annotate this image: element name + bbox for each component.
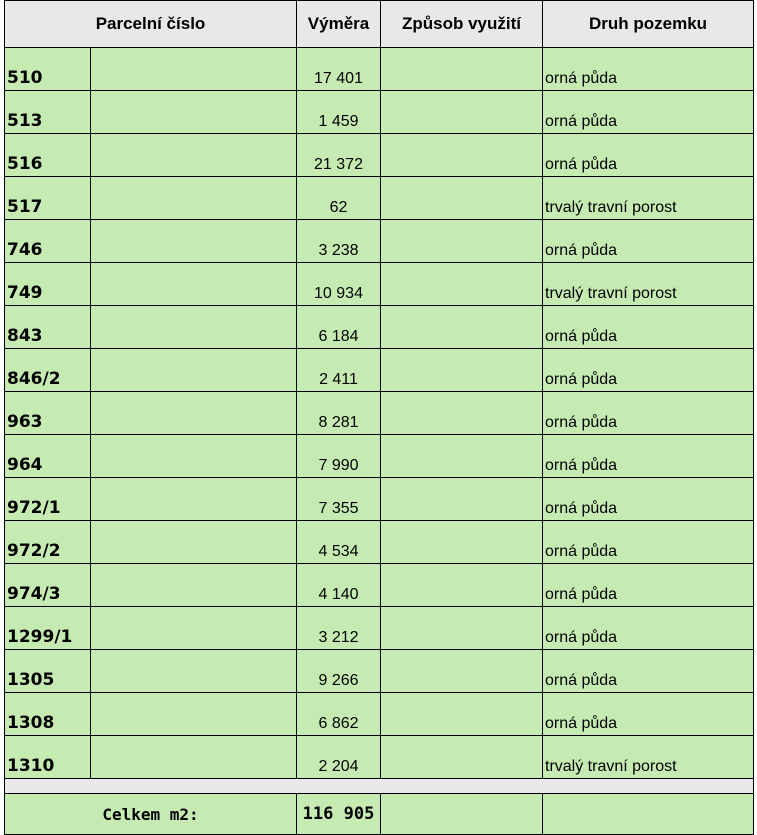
usage-cell (381, 650, 543, 693)
parcel-number-cell: 746 (5, 220, 91, 263)
land-type-cell: orná půda (543, 91, 754, 134)
land-type-cell: orná půda (543, 564, 754, 607)
table-row (5, 435, 754, 478)
area-cell: 21 372 (297, 134, 381, 177)
parcel-number-cell: 516 (5, 134, 91, 177)
header-row (5, 1, 754, 48)
parcel-number-cell: 972/1 (5, 478, 91, 521)
area-cell: 2 411 (297, 349, 381, 392)
area-cell: 4 140 (297, 564, 381, 607)
area-cell: 3 212 (297, 607, 381, 650)
header-area: Výměra (297, 1, 381, 48)
parcel-note-cell (91, 392, 297, 435)
area-cell: 4 534 (297, 521, 381, 564)
land-type-cell: orná půda (543, 220, 754, 263)
area-cell: 7 355 (297, 478, 381, 521)
area-cell: 17 401 (297, 48, 381, 91)
header-usage: Způsob využití (381, 1, 543, 48)
table-row (5, 134, 754, 177)
parcel-note-cell (91, 177, 297, 220)
land-type-cell: orná půda (543, 521, 754, 564)
parcel-table (4, 0, 754, 835)
parcel-note-cell (91, 349, 297, 392)
table-row (5, 263, 754, 306)
parcel-number-cell: 964 (5, 435, 91, 478)
header-land-type: Druh pozemku (543, 1, 754, 48)
spacer-row (5, 779, 754, 794)
usage-cell (381, 220, 543, 263)
table-row (5, 91, 754, 134)
usage-cell (381, 478, 543, 521)
land-type-cell: orná půda (543, 607, 754, 650)
parcel-number-cell: 1308 (5, 693, 91, 736)
area-cell: 62 (297, 177, 381, 220)
land-type-cell: trvalý travní porost (543, 177, 754, 220)
total-label: Celkem m2: (5, 794, 297, 835)
area-cell: 8 281 (297, 392, 381, 435)
parcel-number-cell: 1299/1 (5, 607, 91, 650)
usage-cell (381, 349, 543, 392)
parcel-note-cell (91, 306, 297, 349)
area-cell: 6 862 (297, 693, 381, 736)
parcel-number-cell: 517 (5, 177, 91, 220)
usage-cell (381, 263, 543, 306)
usage-cell (381, 607, 543, 650)
parcel-number-cell: 1305 (5, 650, 91, 693)
parcel-number-cell: 846/2 (5, 349, 91, 392)
table-row (5, 607, 754, 650)
parcel-note-cell (91, 263, 297, 306)
usage-cell (381, 306, 543, 349)
header-parcel-number: Parcelní číslo (5, 1, 297, 48)
parcel-note-cell (91, 435, 297, 478)
usage-cell (381, 48, 543, 91)
area-cell: 2 204 (297, 736, 381, 779)
land-type-cell: orná půda (543, 349, 754, 392)
parcel-note-cell (91, 650, 297, 693)
usage-cell (381, 134, 543, 177)
spacer-cell (5, 779, 754, 794)
table-row (5, 736, 754, 779)
parcel-note-cell (91, 48, 297, 91)
usage-cell (381, 564, 543, 607)
table-row (5, 220, 754, 263)
parcel-number-cell: 843 (5, 306, 91, 349)
table-row (5, 392, 754, 435)
parcel-note-cell (91, 607, 297, 650)
land-type-cell: orná půda (543, 693, 754, 736)
table-row (5, 306, 754, 349)
usage-cell (381, 435, 543, 478)
land-type-cell: orná půda (543, 435, 754, 478)
usage-cell (381, 177, 543, 220)
usage-cell (381, 693, 543, 736)
table-row (5, 693, 754, 736)
area-cell: 9 266 (297, 650, 381, 693)
land-type-cell: orná půda (543, 134, 754, 177)
parcel-note-cell (91, 134, 297, 177)
table-row (5, 521, 754, 564)
area-cell: 3 238 (297, 220, 381, 263)
table-body (5, 48, 754, 835)
land-type-cell: trvalý travní porost (543, 263, 754, 306)
parcel-note-cell (91, 220, 297, 263)
land-type-cell: trvalý travní porost (543, 736, 754, 779)
land-type-cell: orná půda (543, 650, 754, 693)
area-cell: 6 184 (297, 306, 381, 349)
table-row (5, 650, 754, 693)
parcel-note-cell (91, 521, 297, 564)
table-row (5, 349, 754, 392)
parcel-note-cell (91, 736, 297, 779)
usage-cell (381, 736, 543, 779)
total-value: 116 905 (297, 794, 381, 835)
parcel-number-cell: 963 (5, 392, 91, 435)
parcel-number-cell: 510 (5, 48, 91, 91)
parcel-note-cell (91, 693, 297, 736)
area-cell: 7 990 (297, 435, 381, 478)
table-row (5, 48, 754, 91)
parcel-number-cell: 749 (5, 263, 91, 306)
parcel-note-cell (91, 91, 297, 134)
area-cell: 1 459 (297, 91, 381, 134)
parcel-note-cell (91, 564, 297, 607)
usage-cell (381, 392, 543, 435)
area-cell: 10 934 (297, 263, 381, 306)
table-row (5, 177, 754, 220)
land-type-cell: orná půda (543, 306, 754, 349)
usage-cell (381, 91, 543, 134)
parcel-note-cell (91, 478, 297, 521)
parcel-number-cell: 1310 (5, 736, 91, 779)
parcel-number-cell: 513 (5, 91, 91, 134)
table-row (5, 564, 754, 607)
land-type-cell: orná půda (543, 392, 754, 435)
land-type-cell: orná půda (543, 48, 754, 91)
land-type-cell: orná půda (543, 478, 754, 521)
usage-cell (381, 521, 543, 564)
table-row (5, 478, 754, 521)
parcel-number-cell: 974/3 (5, 564, 91, 607)
parcel-number-cell: 972/2 (5, 521, 91, 564)
